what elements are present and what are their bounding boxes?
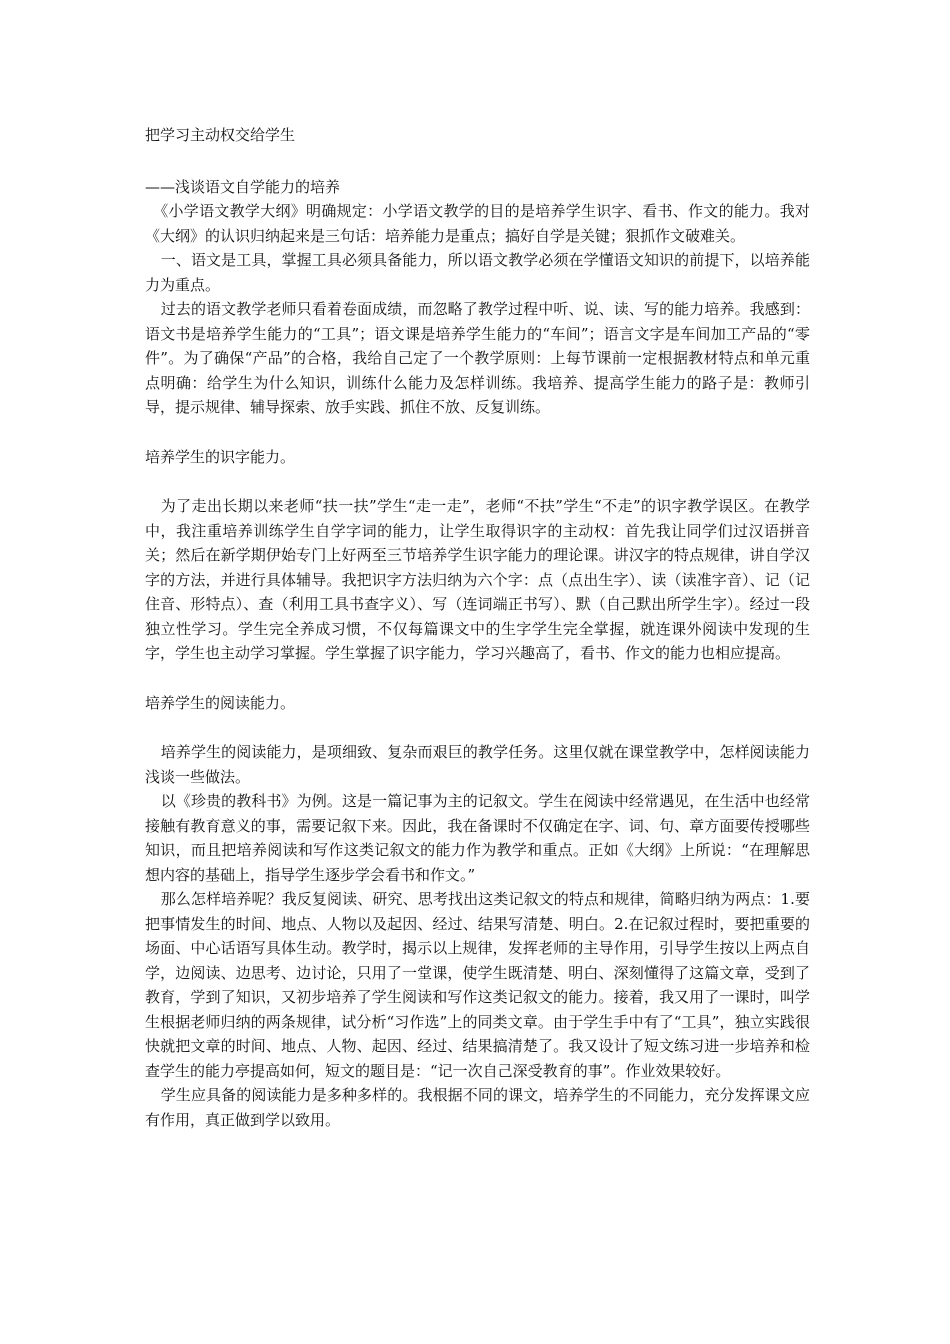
intro-paragraph-1: 《小学语文教学大纲》明确规定：小学语文教学的目的是培养学生识字、看书、作文的能力。我对《大纲》的认识归纳起来是三句话：培养能力是重点；搞好自学是关键；狠抓作文破难关。 [145, 202, 810, 245]
reading-paragraph-3: 那么怎样培养呢？我反复阅读、研究、思考找出这类记叙文的特点和规律，简略归纳为两点：1.要把事情发生的时间、地点、人物以及起因、经过、结果写清楚、明白。2.在记叙过程时，要把重要的场面、中心话语写具体生动。教学时，揭示以上规律，发挥老师的主导作用，引导学生按以上两点自学，边阅读、边思考、边讨论，只用了一堂课，使学生既清楚、明白、深刻懂得了这篇文章，受到了教育，学到了知识，又初步培养了学生阅读和写作这类记叙文的能力。接着，我又用了一课时，叫学生根据老师归纳的两条规律，试分析“习作选”上的同类文章。由于学生手中有了“工具”，独立实践很快就把文章的时间、地点、人物、起因、经过、结果搞清楚了。我又设计了短文练习进一步培养和检查学生的能力亭提高如何，短文的题目是：“记一次自己深受教育的事”。作业效果较好。 [145, 890, 810, 1080]
literacy-paragraph-1: 为了走出长期以来老师“扶一扶”学生“走一走”，老师“不扶”学生“不走”的识字教学误区。在教学中，我注重培养训练学生自学字词的能力，让学生取得识字的主动权：首先我让同学们过汉语拼音关；然后在新学期伊始专门上好两至三节培养学生识字能力的理论课。讲汉字的特点规律，讲自学汉字的方法，并进行具体辅导。我把识字方法归纳为六个字：点（点出生字）、读（读准字音）、记（记住音、形特点）、查（利用工具书查字义）、写（连词端正书写）、默（自己默出所学生字）。经过一段独立性学习。学生完全养成习惯，不仅每篇课文中的生字学生完全掌握，就连课外阅读中发现的生字，学生也主动学习掌握。学生掌握了识字能力，学习兴趣高了，看书、作文的能力也相应提高。 [145, 497, 810, 662]
reading-paragraph-2: 以《珍贵的教科书》为例。这是一篇记事为主的记叙文。学生在阅读中经常遇见，在生活中也经常接触有教育意义的事，需要记叙下来。因此，我在备课时不仅确定在字、词、句、章方面要传授哪些知识，而且把培养阅读和写作这类记叙文的能力作为教学和重点。正如《大纲》上所说：“在理解思想内容的基础上，指导学生逐步学会看书和作文。” [145, 792, 810, 884]
section-heading-literacy: 培养学生的识字能力。 [145, 447, 296, 466]
document-page [145, 123, 810, 1132]
document-title: 把学习主动权交给学生 [145, 126, 296, 144]
intro-paragraph-2: 一、语文是工具，掌握工具必须具备能力，所以语文教学必须在学懂语文知识的前提下，以培养能力为重点。 [145, 251, 810, 294]
section-heading-reading: 培养学生的阅读能力。 [145, 693, 296, 712]
intro-paragraph-3: 过去的语文教学老师只看着卷面成绩，而忽略了教学过程中听、说、读、写的能力培养。我感到：语文书是培养学生能力的“工具”；语文课是培养学生能力的“车间”；语言文字是车间加工产品的“零件”。为了确保“产品”的合格，我给自己定了一个教学原则：上每节课前一定根据教材特点和单元重点明确：给学生为什么知识，训练什么能力及怎样训练。我培养、提高学生能力的路子是：教师引导，提示规律、辅导探索、放手实践、抓住不放、反复训练。 [145, 300, 810, 416]
document-subtitle: ——浅谈语文自学能力的培养 [145, 177, 341, 196]
reading-paragraph-1: 培养学生的阅读能力，是项细致、复杂而艰巨的教学任务。这里仅就在课堂教学中，怎样阅读能力浅谈一些做法。 [145, 743, 810, 786]
reading-paragraph-4: 学生应具备的阅读能力是多种多样的。我根据不同的课文，培养学生的不同能力，充分发挥课文应有作用，真正做到学以致用。 [145, 1086, 810, 1129]
